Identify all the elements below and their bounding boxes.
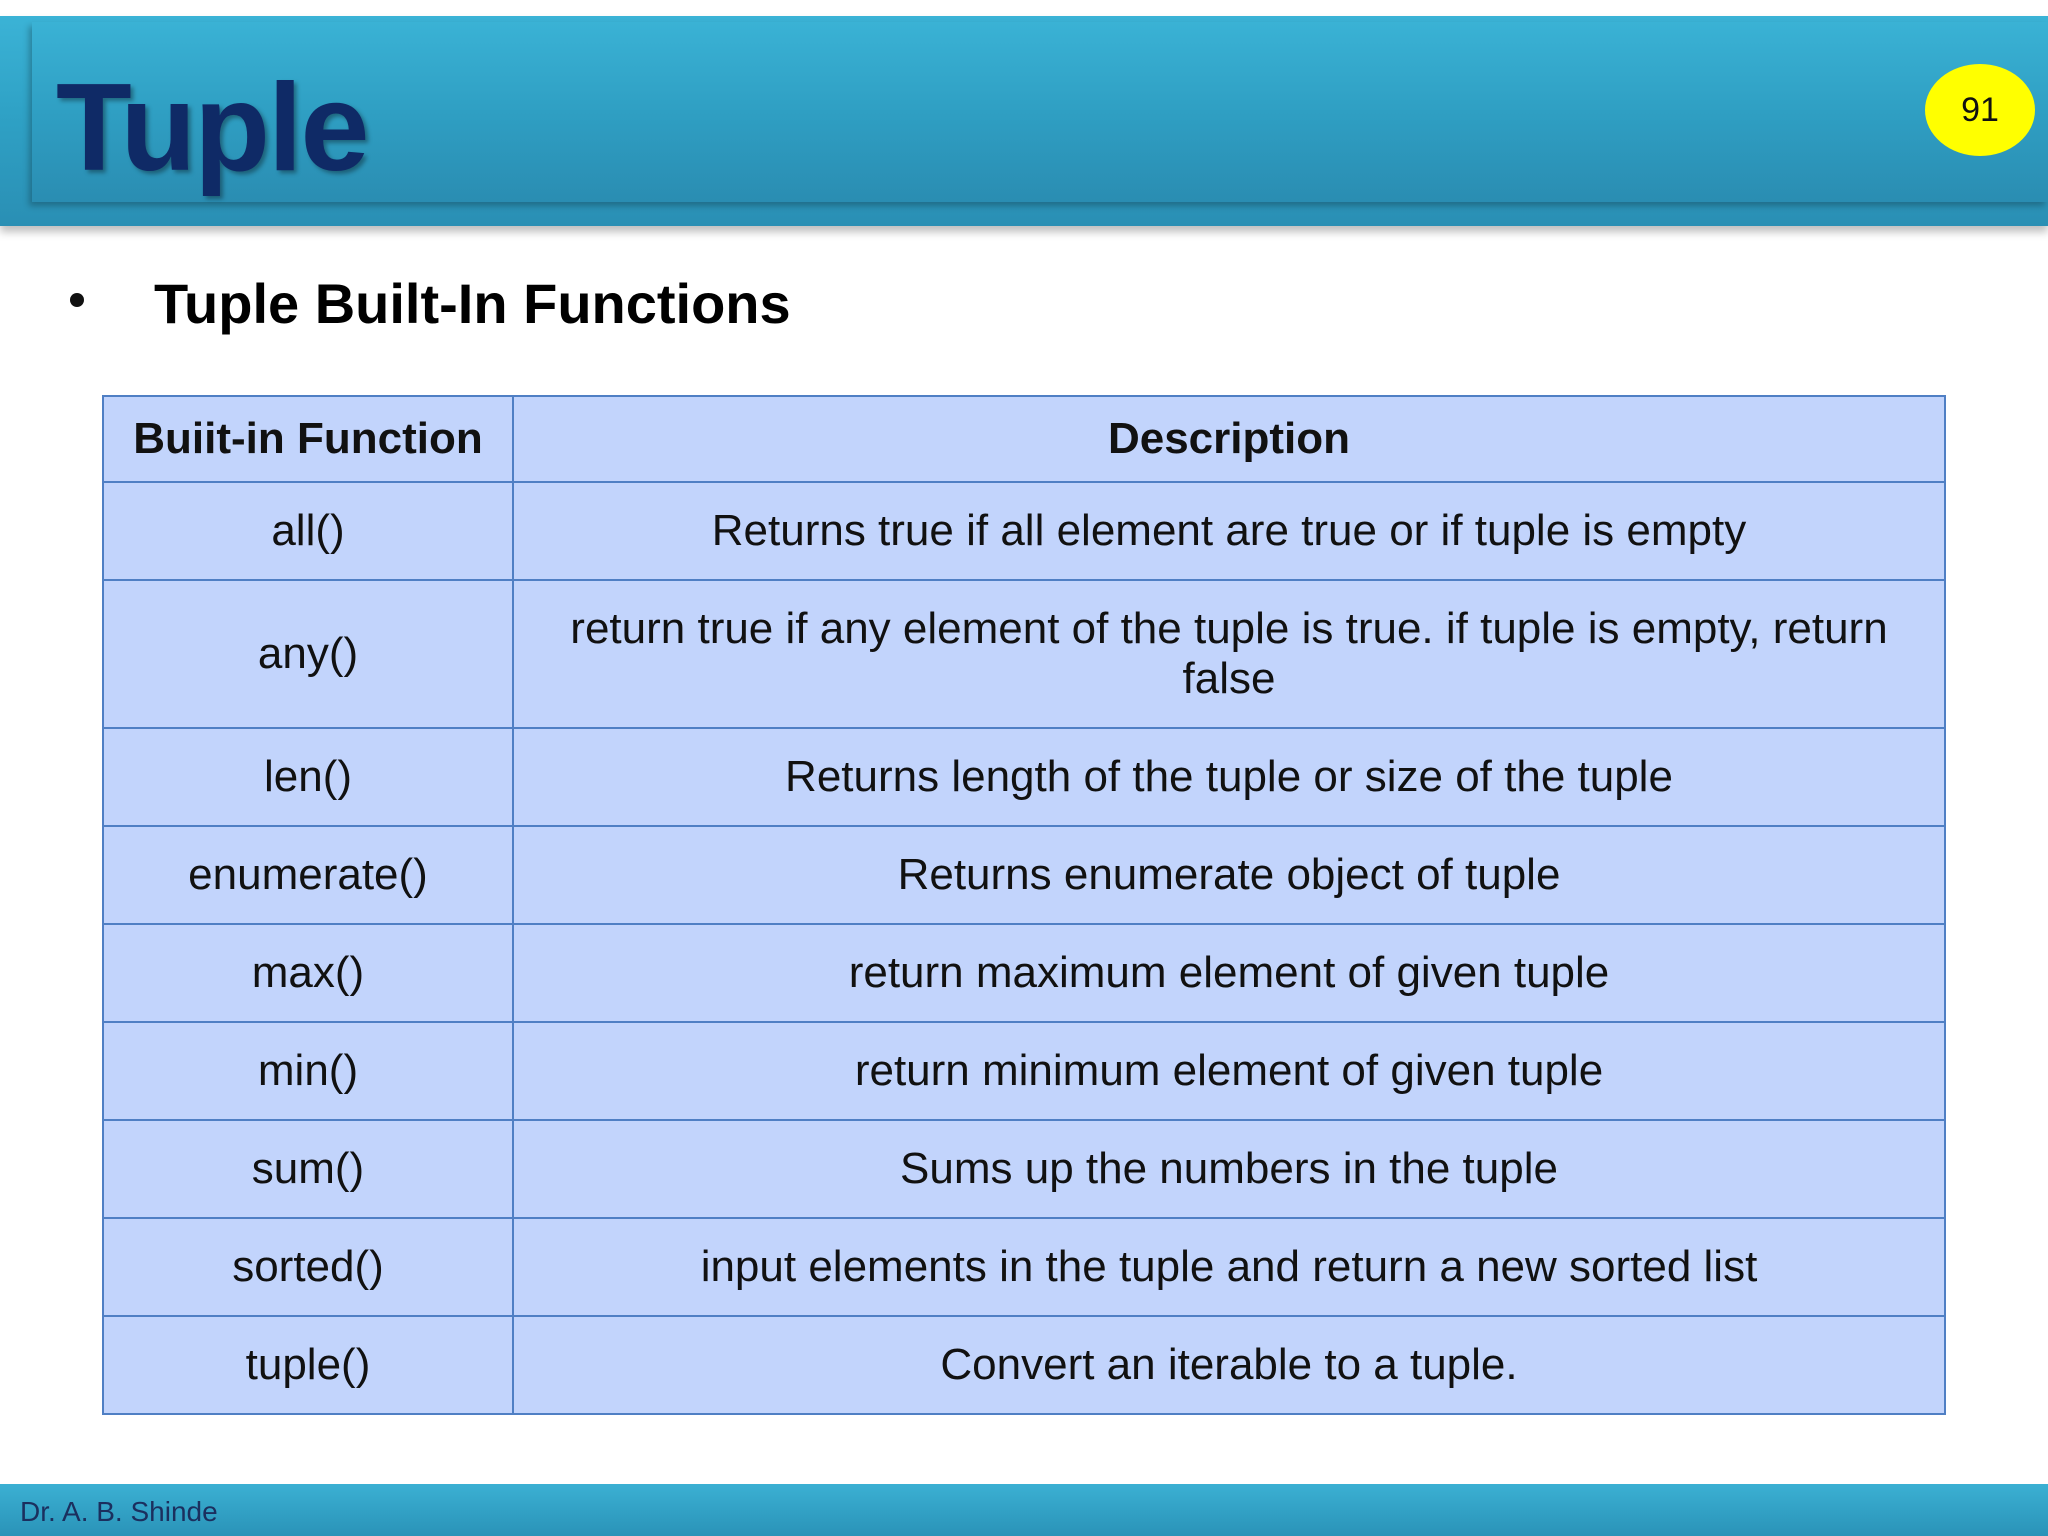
description-cell: return true if any element of the tuple is true. if tuple is empty, return false: [513, 580, 1945, 728]
header-cell-function: Buiit-in Function: [103, 396, 513, 482]
table-header-row: [103, 396, 1945, 482]
bullet-point: [70, 268, 791, 338]
table-row: [103, 1316, 1945, 1414]
bullet-text: Tuple Built-In Functions: [154, 271, 791, 335]
description-cell: return minimum element of given tuple: [513, 1022, 1945, 1120]
table-row: [103, 826, 1945, 924]
table-row: [103, 580, 1945, 728]
description-cell: input elements in the tuple and return a new sorted list: [513, 1218, 1945, 1316]
description-cell: return maximum element of given tuple: [513, 924, 1945, 1022]
page-number-badge: 91: [1925, 64, 2035, 156]
footer-author: Dr. A. B. Shinde: [20, 1496, 218, 1527]
description-cell: Convert an iterable to a tuple.: [513, 1316, 1945, 1414]
function-cell: enumerate(): [103, 826, 513, 924]
table-row: [103, 1120, 1945, 1218]
slide-title: Tuple: [56, 59, 368, 197]
function-cell: max(): [103, 924, 513, 1022]
description-cell: Returns length of the tuple or size of the tuple: [513, 728, 1945, 826]
table-row: [103, 728, 1945, 826]
table-row: [103, 1022, 1945, 1120]
bullet-dot-icon: [70, 293, 84, 307]
function-cell: sum(): [103, 1120, 513, 1218]
function-cell: min(): [103, 1022, 513, 1120]
function-cell: len(): [103, 728, 513, 826]
function-cell: any(): [103, 580, 513, 728]
function-cell: tuple(): [103, 1316, 513, 1414]
footer-band: [0, 1484, 2048, 1536]
table-row: [103, 482, 1945, 580]
builtin-functions-table: [102, 395, 1946, 1415]
function-cell: sorted(): [103, 1218, 513, 1316]
description-cell: Returns enumerate object of tuple: [513, 826, 1945, 924]
table-row: [103, 1218, 1945, 1316]
description-cell: Sums up the numbers in the tuple: [513, 1120, 1945, 1218]
table-row: [103, 924, 1945, 1022]
header-cell-description: Description: [513, 396, 1945, 482]
function-cell: all(): [103, 482, 513, 580]
description-cell: Returns true if all element are true or if tuple is empty: [513, 482, 1945, 580]
